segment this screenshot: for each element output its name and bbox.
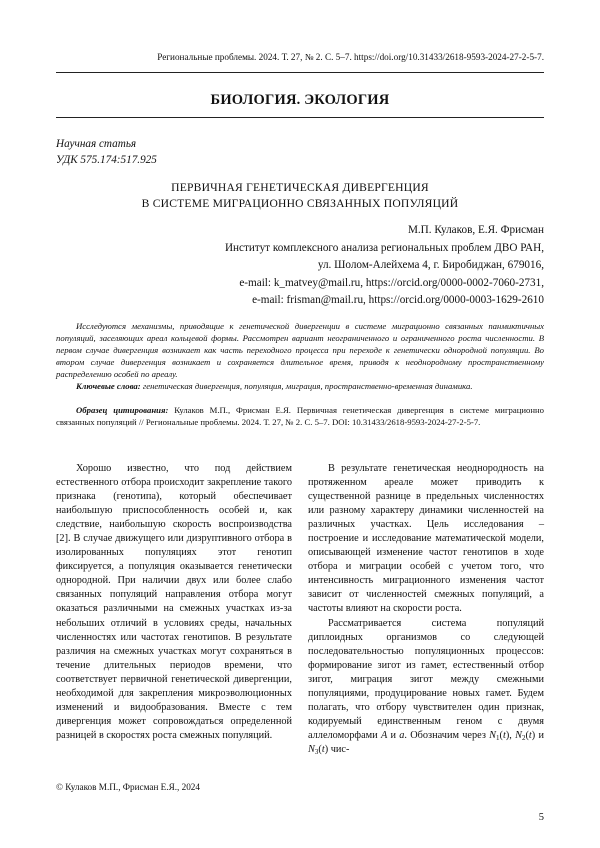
abstract: Исследуются механизмы, приводящие к генетической дивергенции в системе миграционно связанных панмиктичных популяций, заселяющих ареал кольцевой формы. Рассмотрен вариант неограниченного и ограниченного роста численности. В первом случае дивергенция возникает как часть переходного процесса при переходе к генетически однородной популяции. Во втором случае дивергенция возникает и сохраняется длительное время, приводя к неоднородному пространственному распределению особей по ареалу. xyxy=(56,321,544,380)
keywords-label: Ключевые слова: xyxy=(76,381,141,391)
title-line-2: В СИСТЕМЕ МИГРАЦИОННО СВЯЗАННЫХ ПОПУЛЯЦИЙ xyxy=(141,197,459,210)
author-contact-1: e-mail: k_matvey@mail.ru, https://orcid.org/0000-0002-7060-2731, xyxy=(239,276,544,289)
citation-text: Кулаков М.П., Фрисман Е.Я. Первичная генетическая дивергенция в системе миграционно связанных популяций // Региональные проблемы. 2024. Т. 27, № 2. С. 5–7. DOI: 10.31433/2618-9593-2024-27-2-5-7. xyxy=(56,405,544,428)
keywords xyxy=(56,380,544,392)
section-rule xyxy=(56,117,544,118)
author-contact-2: e-mail: frisman@mail.ru, https://orcid.org/0000-0003-1629-2610 xyxy=(252,294,544,306)
page-number: 5 xyxy=(538,812,544,823)
author-block xyxy=(104,222,544,310)
body-column-right xyxy=(308,462,544,757)
article-title xyxy=(56,180,544,212)
title-line-1: ПЕРВИЧНАЯ ГЕНЕТИЧЕСКАЯ ДИВЕРГЕНЦИЯ xyxy=(171,181,429,194)
body-paragraph: Хорошо известно, что под действием естественного отбора происходит закрепление такого признака (генотипа), который обеспечивает наибольшую приспособленность особей и, как следствие, наибольшую скорость воспроизводства [2]. В случае движущего или дизруптивного отбора в изолированных популяциях этот генотип фиксируется, а популяция оказывается генетически однородной. При наличии двух или более слабо связанных популяций направления отбора могут оказаться различными на смежных участках из-за небольших отличий в условиях среды, начальных численностях или частотах генотипов. В результате различия на смежных участках могут сохраняться в течение длительных периодов времени, что соответствует первичной генетической дивергенции, необходимой для закрепления микроэволюционных изменений и видообразования. Вместе с тем дивергенция может сопровождаться определенной разницей в скоростях роста смежных популяций. xyxy=(56,463,292,741)
citation-label: Образец цитирования: xyxy=(76,405,169,415)
udk: УДК 575.174:517.925 xyxy=(56,154,157,166)
running-head: Региональные проблемы. 2024. Т. 27, № 2. С. 5–7. https://doi.org/10.31433/2618-9593-2024-27-2-5-7. xyxy=(157,52,544,62)
author-names: М.П. Кулаков, Е.Я. Фрисман xyxy=(407,224,544,236)
copyright: © Кулаков М.П., Фрисман Е.Я., 2024 xyxy=(56,782,200,792)
body-paragraph: Рассматривается система популяций диплоидных организмов со следующей последовательностью популяционных процессов: формирование зигот из гамет, естественный отбор зигот, миграция зигот между смежными популяциями, продуцирование новых гамет. Будем полагать, что отбору чувствителен один признак, кодируемый единственным геном с двумя аллеломорфами A и a. Обозначим через $N_1(t)$, $N_2(t)$ и $N_3(t)$ чис- xyxy=(308,617,544,756)
article-type: Научная статья xyxy=(56,138,137,150)
keywords-text: генетическая дивергенция, популяция, миграция, пространственно-временная динамика. xyxy=(140,381,473,391)
citation xyxy=(56,404,544,428)
body-paragraph: В результате генетическая неоднородность на протяженном ареале может приводить к существенной разнице в предельных численностях или разному характеру динамики численностей на различных участках. Цель исследования – построение и исследование математической модели, описывающей изменение частот генотипов в ходе отбора и миграции особей с учетом того, что интенсивность миграционного изменения частот зависит от численностей смежных популяций, а частоты влияют на скорости роста. xyxy=(308,463,544,615)
header-rule xyxy=(56,72,544,73)
author-institute: Институт комплексного анализа региональных проблем ДВО РАН, xyxy=(224,241,544,254)
section-title: БИОЛОГИЯ. ЭКОЛОГИЯ xyxy=(210,92,390,108)
body-column-left xyxy=(56,462,292,743)
author-address: ул. Шолом-Алейхема 4, г. Биробиджан, 679016, xyxy=(317,259,544,271)
